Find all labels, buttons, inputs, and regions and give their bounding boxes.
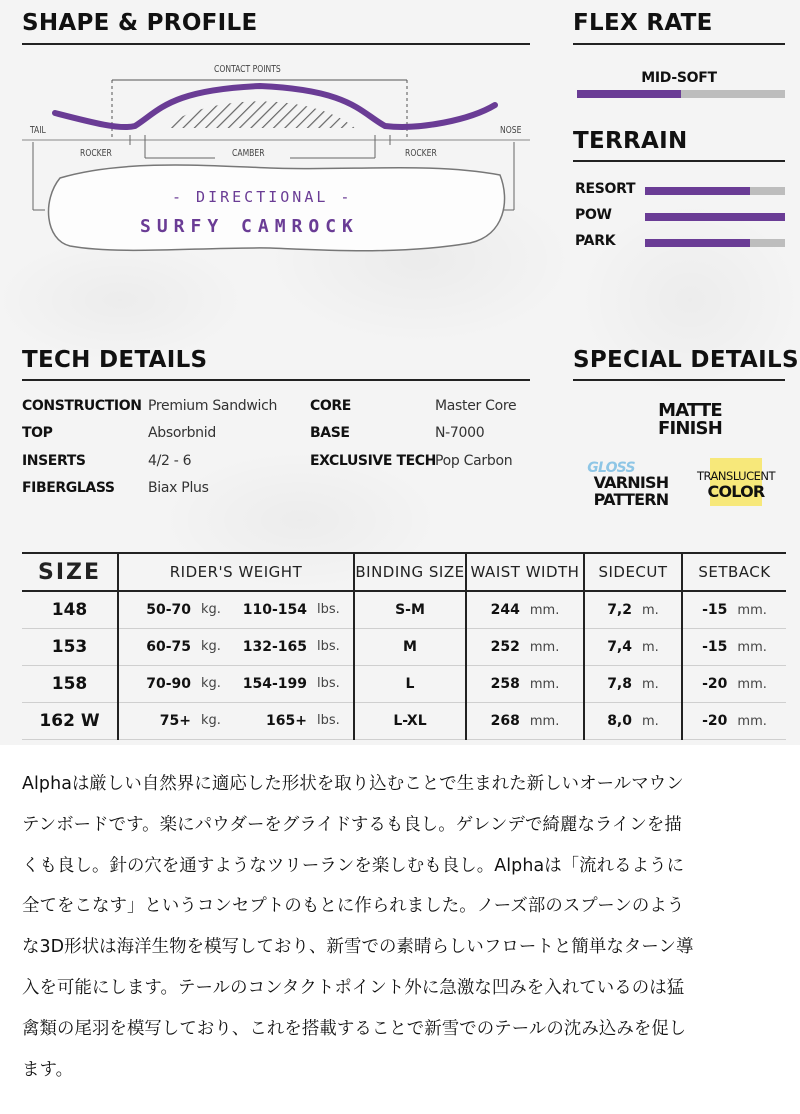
lbs-unit: lbs. <box>317 676 340 691</box>
flex-value-label: MID-SOFT <box>641 70 717 86</box>
description-line: 入を可能にします。テールのコンタクトポイント外に急激な凹みを入れているのは猛 <box>22 977 685 998</box>
lbs-unit: lbs. <box>317 602 340 618</box>
cell-sidecut <box>584 665 682 702</box>
size-table-header-row <box>22 553 786 591</box>
weight-lbs-value: 132-165 <box>242 638 307 655</box>
m-unit: m. <box>642 676 659 692</box>
tech-core-value: Master Core <box>435 398 517 414</box>
description-line: 禽類の尾羽を模写しており、これを搭載することで新雪でのテールの沈み込みを促し <box>22 1018 687 1039</box>
sidecut-value: 7,2 <box>607 601 632 618</box>
tech-top-key: TOP <box>22 425 53 441</box>
kg-unit: kg. <box>201 639 221 654</box>
pattern-line: PATTERN <box>593 490 669 509</box>
cell-riders-weight <box>118 591 354 628</box>
table-row <box>22 591 786 628</box>
cell-waist-width <box>466 628 584 665</box>
terrain-pow-label: POW <box>575 207 612 223</box>
description-line: くも良し。針の穴を通すようなツリーランを楽しむも良し。Alphaは「流れるように <box>22 855 685 876</box>
varnish-line: VARNISH <box>593 473 669 492</box>
cell-riders-weight <box>118 665 354 702</box>
weight-lbs-value: 110-154 <box>242 601 307 618</box>
terrain-park-bar <box>645 239 785 247</box>
cell-size: 162 W <box>22 702 118 739</box>
weight-kg-value: 60-75 <box>146 638 191 655</box>
cell-size: 153 <box>22 628 118 665</box>
special-details-heading: SPECIAL DETAILS <box>573 347 799 373</box>
matte-line1: MATTE <box>658 400 722 421</box>
description-line: Alphaは厳しい自然界に適応した形状を取り込むことで生まれた新しいオールマウン <box>22 774 684 794</box>
tech-exclusive-value: Pop Carbon <box>435 453 513 469</box>
flex-bar <box>577 90 785 98</box>
color-line: COLOR <box>707 482 765 501</box>
sidecut-value: 8,0 <box>607 712 632 729</box>
sidecut-value: 7,4 <box>607 638 632 655</box>
mm-unit: mm. <box>737 713 767 729</box>
gloss-varnish-badge <box>576 462 686 508</box>
description-line: 全てをこなす」というコンセプトのもとに作られました。ノーズ部のスプーンのよう <box>22 896 685 917</box>
shape-profile-heading: SHAPE & PROFILE <box>22 10 258 36</box>
cell-waist-width <box>466 702 584 739</box>
cell-binding-size: L <box>354 665 466 702</box>
description-line: な3D形状は海洋生物を模写しており、新雪での素晴らしいフロートと簡単なターン導 <box>22 937 694 958</box>
tech-inserts-value: 4/2 - 6 <box>148 453 192 469</box>
special-details-rule <box>573 379 785 381</box>
waist-value: 268 <box>490 712 520 729</box>
mm-unit: mm. <box>529 639 560 655</box>
mm-unit: mm. <box>737 676 767 692</box>
cell-waist-width <box>466 665 584 702</box>
setback-value: -15 <box>702 601 728 618</box>
cell-binding-size: S-M <box>354 591 466 628</box>
header-setback: SETBACK <box>682 553 786 591</box>
terrain-rule <box>573 160 785 162</box>
mm-unit: mm. <box>737 602 767 618</box>
weight-lbs-value: 165+ <box>266 712 307 729</box>
setback-value: -15 <box>702 638 728 655</box>
description-line: ます。 <box>22 1059 74 1080</box>
shape-profile-rule <box>22 43 530 45</box>
terrain-resort-fill <box>645 187 750 195</box>
rocker-left-label: ROCKER <box>80 148 112 159</box>
sidecut-value: 7,8 <box>607 675 632 692</box>
cell-setback <box>682 665 786 702</box>
terrain-pow-fill <box>645 213 785 221</box>
kg-unit: kg. <box>201 713 221 728</box>
camber-hatch <box>165 101 355 128</box>
table-row <box>22 628 786 665</box>
cell-binding-size: L-XL <box>354 702 466 739</box>
terrain-resort-label: RESORT <box>575 181 636 197</box>
tech-exclusive-key: EXCLUSIVE TECH <box>310 453 436 469</box>
terrain-park-label: PARK <box>575 233 616 249</box>
cell-size: 148 <box>22 591 118 628</box>
matte-finish-badge <box>640 402 740 438</box>
nose-label: NOSE <box>500 125 522 136</box>
translucent-color-badge <box>690 470 782 500</box>
flex-rate-rule <box>573 43 785 45</box>
translucent-line: TRANSLUCENT <box>697 469 775 483</box>
mm-unit: mm. <box>529 676 560 692</box>
description-line: テンボードです。楽にパウダーをグライドするも良し。ゲレンデで綺麗なラインを描 <box>22 814 682 835</box>
kg-unit: kg. <box>201 676 221 691</box>
waist-value: 244 <box>490 601 520 618</box>
tech-fiberglass-key: FIBERGLASS <box>22 480 115 496</box>
waist-value: 258 <box>490 675 520 692</box>
cell-setback <box>682 702 786 739</box>
cell-sidecut <box>584 591 682 628</box>
tech-inserts-key: INSERTS <box>22 453 86 469</box>
table-row <box>22 702 786 739</box>
tech-core-key: CORE <box>310 398 351 414</box>
rocker-right-label: ROCKER <box>405 148 437 159</box>
cell-sidecut <box>584 702 682 739</box>
header-waist-width: WAIST WIDTH <box>466 553 584 591</box>
cell-riders-weight <box>118 628 354 665</box>
mm-unit: mm. <box>737 639 767 655</box>
weight-lbs-value: 154-199 <box>242 675 307 692</box>
tech-details-rule <box>22 379 530 381</box>
matte-line2: FINISH <box>658 418 722 439</box>
lbs-unit: lbs. <box>317 639 340 654</box>
flex-bar-fill <box>577 90 681 98</box>
table-row <box>22 665 786 702</box>
setback-value: -20 <box>702 712 728 729</box>
profile-type-label: SURFY CAMROCK <box>140 216 359 237</box>
kg-unit: kg. <box>201 602 221 618</box>
tech-construction-key: CONSTRUCTION <box>22 398 142 414</box>
tech-details-heading: TECH DETAILS <box>22 347 208 373</box>
cell-waist-width <box>466 591 584 628</box>
waist-value: 252 <box>490 638 520 655</box>
m-unit: m. <box>642 602 659 618</box>
lbs-unit: lbs. <box>317 713 340 728</box>
terrain-pow-bar <box>645 213 785 221</box>
size-table <box>22 552 786 740</box>
m-unit: m. <box>642 713 659 729</box>
tail-label: TAIL <box>30 125 46 136</box>
tech-fiberglass-value: Biax Plus <box>148 480 209 496</box>
terrain-heading: TERRAIN <box>573 128 688 154</box>
shape-type-label: - DIRECTIONAL - <box>172 188 353 206</box>
cell-setback <box>682 591 786 628</box>
cell-binding-size: M <box>354 628 466 665</box>
board-outline <box>49 165 505 251</box>
tech-construction-value: Premium Sandwich <box>148 398 278 414</box>
weight-kg-value: 75+ <box>159 712 191 729</box>
terrain-resort-bar <box>645 187 785 195</box>
mm-unit: mm. <box>529 602 560 618</box>
cell-sidecut <box>584 628 682 665</box>
header-sidecut: SIDECUT <box>584 553 682 591</box>
header-riders-weight: RIDER'S WEIGHT <box>118 553 354 591</box>
weight-kg-value: 50-70 <box>146 601 191 618</box>
description-text <box>22 764 780 1090</box>
gloss-line: GLOSS <box>587 460 635 476</box>
tech-top-value: Absorbnid <box>148 425 216 441</box>
camber-label: CAMBER <box>232 148 265 159</box>
tech-base-value: N-7000 <box>435 425 485 441</box>
cell-size: 158 <box>22 665 118 702</box>
cell-riders-weight <box>118 702 354 739</box>
mm-unit: mm. <box>529 713 560 729</box>
tech-base-key: BASE <box>310 425 350 441</box>
flex-rate-heading: FLEX RATE <box>573 10 713 36</box>
setback-value: -20 <box>702 675 728 692</box>
header-binding-size: BINDING SIZE <box>354 553 466 591</box>
weight-kg-value: 70-90 <box>146 675 191 692</box>
header-size: SIZE <box>22 553 118 591</box>
terrain-park-fill <box>645 239 750 247</box>
cell-setback <box>682 628 786 665</box>
contact-points-label: CONTACT POINTS <box>214 64 281 75</box>
m-unit: m. <box>642 639 659 655</box>
